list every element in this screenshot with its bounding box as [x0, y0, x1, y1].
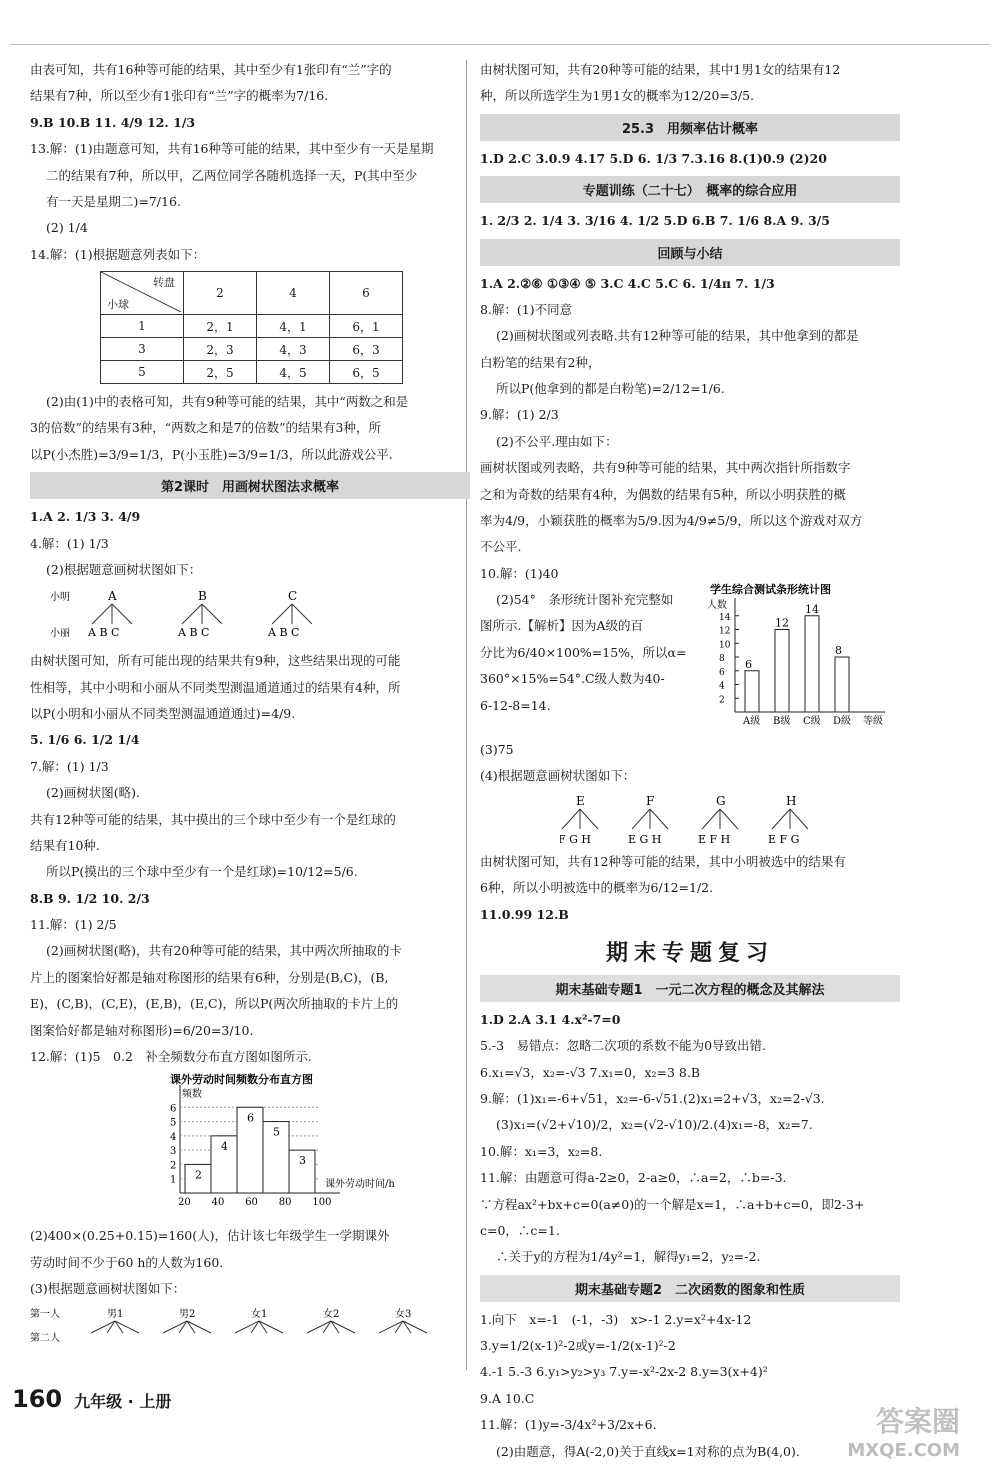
r-line-40: 9.A 10.C [480, 1390, 535, 1406]
intro-line-1: 由表可知，共有16种等可能的结果，其中至少有1张印有“兰”字的 [30, 62, 392, 77]
r-line-16: 10.解：(1)40 [480, 565, 559, 581]
barchart-y-tick: 14 [719, 612, 731, 623]
s2-q4-d: 性相等，其中小明和小丽从不同类型测温通道通过的结果有4种，所 [30, 679, 401, 695]
s2-q7-c: 共有12种等可能的结果，其中摸出的三个球中至少有一个是红球的 [30, 811, 396, 827]
tree3-branch [562, 809, 580, 829]
r-line-31: (3)x₁=(√2+√10)/2，x₂=(√2-√10)/2.(4)x₁=-8，x₂=7. [496, 1117, 813, 1133]
r-line-17: (2)54° 条形统计图补充完整如 [496, 592, 674, 607]
section-header-review: 回顾与小结 [480, 239, 900, 266]
barchart-bar [805, 616, 819, 712]
grade-label: 九年级 · 上册 [74, 1392, 172, 1411]
barchart-ylabel: 人数 [707, 600, 727, 611]
q13-line-a: 13.解：(1)由题意可知，共有16种等可能的结果，其中至少有一天是星期 [30, 141, 434, 157]
q13-line-d: (2) 1/4 [46, 220, 88, 236]
r-line-10: 9.解：(1) 2/3 [480, 407, 559, 423]
intro-line-2: 结果有7种，所以至少有1张印有“兰”字的概率为7/16. [30, 88, 329, 104]
histogram-y-tick: 6 [170, 1103, 177, 1115]
s2-q4-a: 4.解：(1) 1/3 [30, 535, 109, 551]
tree3-top-node: E [576, 793, 585, 808]
histogram-x-tick: 20 [178, 1197, 191, 1209]
r-line-22: (3)75 [480, 742, 514, 757]
table-row-header: 5 [101, 361, 184, 384]
barchart-bar-label: 6 [745, 657, 752, 671]
s2-answers-5-6: 5. 1/6 6. 1/2 1/4 [30, 732, 140, 748]
tree3-branch [772, 809, 790, 829]
histogram-bar-label: 6 [247, 1111, 254, 1125]
page-footer [12, 1385, 171, 1413]
barchart-y-tick: 6 [719, 667, 725, 678]
r-line-35: c=0，∴c=1. [480, 1222, 560, 1238]
r-line-2: 种，所以所选学生为1男1女的概率为12/20=3/5. [480, 88, 754, 104]
s2-q4-c: 由树状图可知，所有可能出现的结果共有9种，这些结果出现的可能 [30, 653, 401, 669]
table-cell: 2，5 [184, 361, 257, 384]
r-line-20: 360°×15%=54°.C级人数为40- [480, 671, 665, 687]
top-rule [10, 44, 990, 45]
histogram-y-tick: 4 [170, 1132, 177, 1144]
r-line-9: 所以P(他拿到的都是白粉笔)=2/12=1/6. [496, 381, 725, 396]
histogram-bar-label: 3 [299, 1154, 306, 1168]
table-cell: 6，5 [330, 361, 403, 384]
s2-q12-a: 12.解：(1)5 0.2 补全频数分布直方图如图所示. [30, 1048, 312, 1064]
tree3-branch [632, 809, 650, 829]
barchart-bar [745, 671, 759, 712]
r-answers-special: 1. 2/3 2. 1/4 3. 3/16 4. 1/2 5.D 6.B 7. 1/6 8.A 9. 3/5 [480, 213, 830, 229]
s2-q4-e: 以P(小明和小丽从不同类型测温通道通过)=4/9. [30, 706, 296, 721]
histogram-bar-label: 5 [273, 1125, 280, 1139]
r-line-33: 11.解：由题意可得a-2≥0，2-a≥0，∴a=2，∴b=-3. [480, 1170, 787, 1186]
table-col-header: 4 [257, 272, 330, 315]
watermark-url: MXQE.COM [847, 1440, 960, 1461]
tree-diagram-2 [30, 1305, 470, 1345]
barchart-bar-label: 14 [805, 602, 819, 616]
r-line-13: 之和为奇数的结果有4种，为偶数的结果有5种，所以小明获胜的概 [480, 486, 846, 502]
q10-text [480, 590, 700, 715]
q14-line-d: 以P(小杰胜)=3/9=1/3，P(小玉胜)=3/9=1/3，所以此游戏公平. [30, 446, 393, 462]
r-line-24: 由树状图可知，共有12种等可能的结果，其中小明被选中的结果有 [480, 853, 846, 869]
histogram-chart [140, 1073, 400, 1223]
tree2-top-node: 女2 [323, 1309, 340, 1321]
r-line-19: 分比为6/40×100%=15%，所以α= [480, 644, 687, 660]
table-corner [101, 272, 184, 315]
tree3-leaf-nodes: E F H [698, 832, 731, 846]
r-line-37: 1.向下 x=-1 (-1，-3) x>-1 2.y=x²+4x-12 [480, 1311, 752, 1327]
barchart-category: A级 [743, 716, 761, 727]
tree3-branch [720, 809, 738, 829]
table-row [101, 338, 403, 361]
histogram-y-tick: 2 [170, 1160, 177, 1172]
table-row-header: 1 [101, 315, 184, 338]
corner-top: 转盘 [153, 276, 175, 289]
histogram-bar-label: 2 [195, 1168, 202, 1182]
svg-text:A B C: A B C [268, 626, 300, 640]
barchart-y-tick: 12 [719, 626, 731, 637]
r-line-23: (4)根据题意画树状图如下： [480, 768, 636, 784]
corner-bottom: 小球 [107, 298, 129, 311]
s2-q12-f: (2)400×(0.25+0.15)=160(人)，估计该七年级学生一学期课外 [30, 1228, 390, 1244]
r-line-27: 1.D 2.A 3.1 4.x²-7=0 [480, 1011, 621, 1027]
tree3-branch [580, 809, 598, 829]
table-cell: 2，1 [184, 315, 257, 338]
r-line-1: 由树状图可知，共有20种等可能的结果，其中1男1女的结果有12 [480, 62, 841, 77]
barchart-title: 学生综合测试条形统计图 [710, 583, 831, 596]
tree2-top-node: 女1 [251, 1309, 268, 1321]
tree2-top-node: 男1 [107, 1309, 124, 1321]
section-header-25-3: 25.3 用频率估计概率 [480, 114, 900, 141]
table-cell: 2，3 [184, 338, 257, 361]
tree2-row2-label: 第二人 [30, 1333, 60, 1345]
r-line-32: 10.解：x₁=3，x₂=8. [480, 1143, 603, 1159]
table-row [101, 361, 403, 384]
histogram-y-tick: 5 [170, 1117, 177, 1129]
barchart-y-tick: 4 [719, 681, 725, 692]
tree3-branch [790, 809, 808, 829]
tree1-bottom-label: 小丽 [50, 628, 70, 640]
s2-q7-a: 7.解：(1) 1/3 [30, 758, 109, 774]
histogram-xlabel: 课外劳动时间/h [325, 1179, 395, 1191]
big-title: 期末专题复习 [605, 940, 774, 966]
right-column [480, 60, 900, 1468]
r-line-21: 6-12-8=14. [480, 697, 551, 713]
svg-text:C: C [288, 589, 298, 604]
q13-line-b: 二的结果有7种，所以甲，乙两位同学各随机选择一天，P(其中至少 [46, 167, 418, 183]
r-answers-25-3: 1.D 2.C 3.0.9 4.17 5.D 6. 1/3 7.3.16 8.(1)0.9 (2)20 [480, 150, 827, 166]
r-line-18: 图所示.【解析】因为A级的百 [480, 618, 644, 634]
r-line-34: ∵方程ax²+bx+c=0(a≠0)的一个解是x=1，∴a+b+c=0，即2-3+ [480, 1196, 865, 1212]
histogram-x-tick: 80 [278, 1197, 292, 1209]
s2-q7-e: 所以P(摸出的三个球中至少有一个是红球)=10/12=5/6. [46, 864, 358, 880]
tree2-top-node: 女3 [395, 1309, 412, 1321]
barchart-category: D级 [833, 716, 852, 727]
barchart-bar [775, 630, 789, 713]
histogram-ylabel: 频数 [182, 1089, 202, 1101]
r-line-36: ∴关于y的方程为1/4y²=1，解得y₁=2，y₂=-2. [496, 1249, 761, 1265]
tree3-top-node: H [786, 793, 797, 808]
s2-q12-g: 劳动时间不少于60 h的人数为160. [30, 1254, 224, 1270]
tree3-leaf-nodes: F G H [560, 832, 592, 846]
tree3-leaf-nodes: E G H [628, 832, 662, 846]
q10-block [480, 583, 900, 740]
table-row-header: 3 [101, 338, 184, 361]
s2-q11-c: 片上的图案恰好都是轴对称图形的结果有6种，分别是(B,C)，(B, [30, 969, 389, 985]
svg-text:B: B [198, 589, 207, 604]
q14-line-a: 14.解：(1)根据题意列表如下： [30, 246, 206, 262]
s2-q11-a: 11.解：(1) 2/5 [30, 917, 117, 932]
histogram-y-tick: 3 [170, 1146, 177, 1158]
barchart-category: C级 [803, 716, 821, 727]
barchart-y-tick: 10 [719, 640, 731, 651]
histogram-x-tick: 60 [245, 1197, 258, 1209]
table-cell: 4，5 [257, 361, 330, 384]
q13-line-c: 有一天是星期二)=7/16. [46, 193, 181, 209]
r-line-12: 画树状图或列表略，共有9种等可能的结果，其中两次指针所指数字 [480, 460, 851, 476]
r-line-11: (2)不公平.理由如下： [496, 433, 618, 449]
barchart-bar-label: 12 [775, 616, 789, 630]
page-number: 160 [12, 1385, 63, 1413]
r-line-42: (2)由题意，得A(-2,0)关于直线x=1对称的点为B(4,0). [496, 1443, 800, 1459]
table-cell: 4，3 [257, 338, 330, 361]
q14-line-b: (2)由(1)中的表格可知，共有9种等可能的结果，其中“两数之和是 [46, 394, 409, 409]
section-header-lesson2: 第2课时 用画树状图法求概率 [30, 472, 470, 499]
r-answers-11-12: 11.0.99 12.B [480, 906, 569, 922]
svg-text:A B C: A B C [178, 626, 210, 640]
barchart-xlabel: 等级 [863, 716, 883, 727]
tree3-branch [650, 809, 668, 829]
barchart-category: B级 [773, 716, 791, 727]
probability-table [100, 271, 403, 384]
s2-q11-b: (2)画树状图(略)，共有20种等可能的结果，其中两次所抽取的卡 [46, 943, 402, 959]
watermark-logo: 答案圈 [875, 1405, 960, 1438]
section-header-special-27: 专题训练（二十七） 概率的综合应用 [480, 176, 900, 203]
r-line-39: 4.-1 5.-3 6.y₁>y₂>y₃ 7.y=-x²-2x-2 8.y=3(x+4)² [480, 1364, 768, 1380]
tree1-node-c [267, 589, 312, 639]
s2-q11-e: 图案恰好都是轴对称图形)=6/20=3/10. [30, 1022, 254, 1038]
barchart-bar-label: 8 [835, 644, 842, 657]
section-header-final-2: 期末基础专题2 二次函数的图象和性质 [480, 1275, 900, 1302]
tree3-leaf-nodes: E F G [768, 832, 800, 846]
histogram-bar-label: 4 [221, 1140, 228, 1154]
table-cell: 6，1 [330, 315, 403, 338]
r-line-7: (2)画树状图或列表略.共有12种等可能的结果，其中他拿到的都是 [496, 328, 859, 344]
tree-diagram-1 [50, 586, 350, 642]
s2-q7-d: 结果有10种. [30, 837, 100, 853]
table-cell: 6，3 [330, 338, 403, 361]
tree3-top-node: F [646, 793, 655, 808]
r-line-38: 3.y=1/2(x-1)²-2或y=-1/2(x-1)²-2 [480, 1338, 676, 1353]
s2-answers-1-3: 1.A 2. 1/3 3. 4/9 [30, 509, 141, 525]
table-cell: 4，1 [257, 315, 330, 338]
s2-q11-d: E)，(C,B)，(C,E)，(E,B)，(E,C)，所以P(两次所抽取的卡片上的 [30, 996, 399, 1012]
s2-q4-b: (2)根据题意画树状图如下： [46, 561, 202, 577]
tree1-top-label: 小明 [50, 592, 70, 604]
histogram-x-tick: 40 [211, 1197, 225, 1209]
s2-q12-h: (3)根据题意画树状图如下： [30, 1281, 186, 1296]
tree-diagram-3 [560, 793, 890, 849]
r-line-28: 5.-3 易错点：忽略二次项的系数不能为0导致出错. [480, 1038, 767, 1054]
barchart-bar [835, 657, 849, 712]
r-line-14: 率为4/9，小颖获胜的概率为5/9.因为4/9≠5/9，所以这个游戏对双方 [480, 512, 863, 528]
tree3-branch [702, 809, 720, 829]
left-column [30, 60, 470, 1348]
r-line-25: 6种，所以小明被选中的概率为6/12=1/2. [480, 880, 714, 896]
q14-line-c: 3的倍数”的结果有3种，“两数之和是7的倍数”的结果有3种，所 [30, 420, 381, 436]
svg-text:A B C: A B C [88, 626, 120, 640]
r-line-41: 11.解：(1)y=-3/4x²+3/2x+6. [480, 1417, 657, 1433]
r-line-8: 白粉笔的结果有2种， [480, 354, 601, 370]
r-answers-review: 1.A 2.②⑥ ①③④ ⑤ 3.C 4.C 5.C 6. 1/4π 7. 1/3 [480, 275, 775, 291]
tree2-top-node: 男2 [179, 1309, 196, 1321]
tree2-branches [91, 1307, 427, 1333]
tree1-node-b [177, 589, 222, 639]
histogram-title: 课外劳动时间频数分布直方图 [170, 1073, 313, 1087]
barchart-y-tick: 8 [719, 654, 725, 664]
s2-answers-8-10: 8.B 9. 1/2 10. 2/3 [30, 890, 150, 906]
r-line-29: 6.x₁=√3，x₂=-√3 7.x₁=0，x₂=3 8.B [480, 1064, 701, 1080]
table-col-header: 2 [184, 272, 257, 315]
bar-chart [705, 582, 900, 737]
r-line-6: 8.解：(1)不同意 [480, 301, 573, 317]
tree2-row1-label: 第一人 [30, 1309, 60, 1321]
answers-9-12: 9.B 10.B 11. 4/9 12. 1/3 [30, 114, 196, 130]
table-row [101, 315, 403, 338]
histogram-x-tick: 100 [312, 1197, 332, 1209]
histogram-y-tick: 1 [170, 1174, 177, 1186]
svg-text:A: A [108, 589, 117, 604]
r-line-15: 不公平. [480, 539, 522, 555]
r-line-30: 9.解：(1)x₁=-6+√51，x₂=-6-√51.(2)x₁=2+√3，x₂=2-√3. [480, 1091, 825, 1106]
section-header-final-1: 期末基础专题1 一元二次方程的概念及其解法 [480, 975, 900, 1002]
s2-q7-b: (2)画树状图(略). [46, 785, 140, 801]
barchart-y-tick: 2 [719, 695, 725, 706]
table-col-header: 6 [330, 272, 403, 315]
tree3-top-node: G [716, 793, 726, 808]
tree1-node-a [87, 589, 132, 639]
